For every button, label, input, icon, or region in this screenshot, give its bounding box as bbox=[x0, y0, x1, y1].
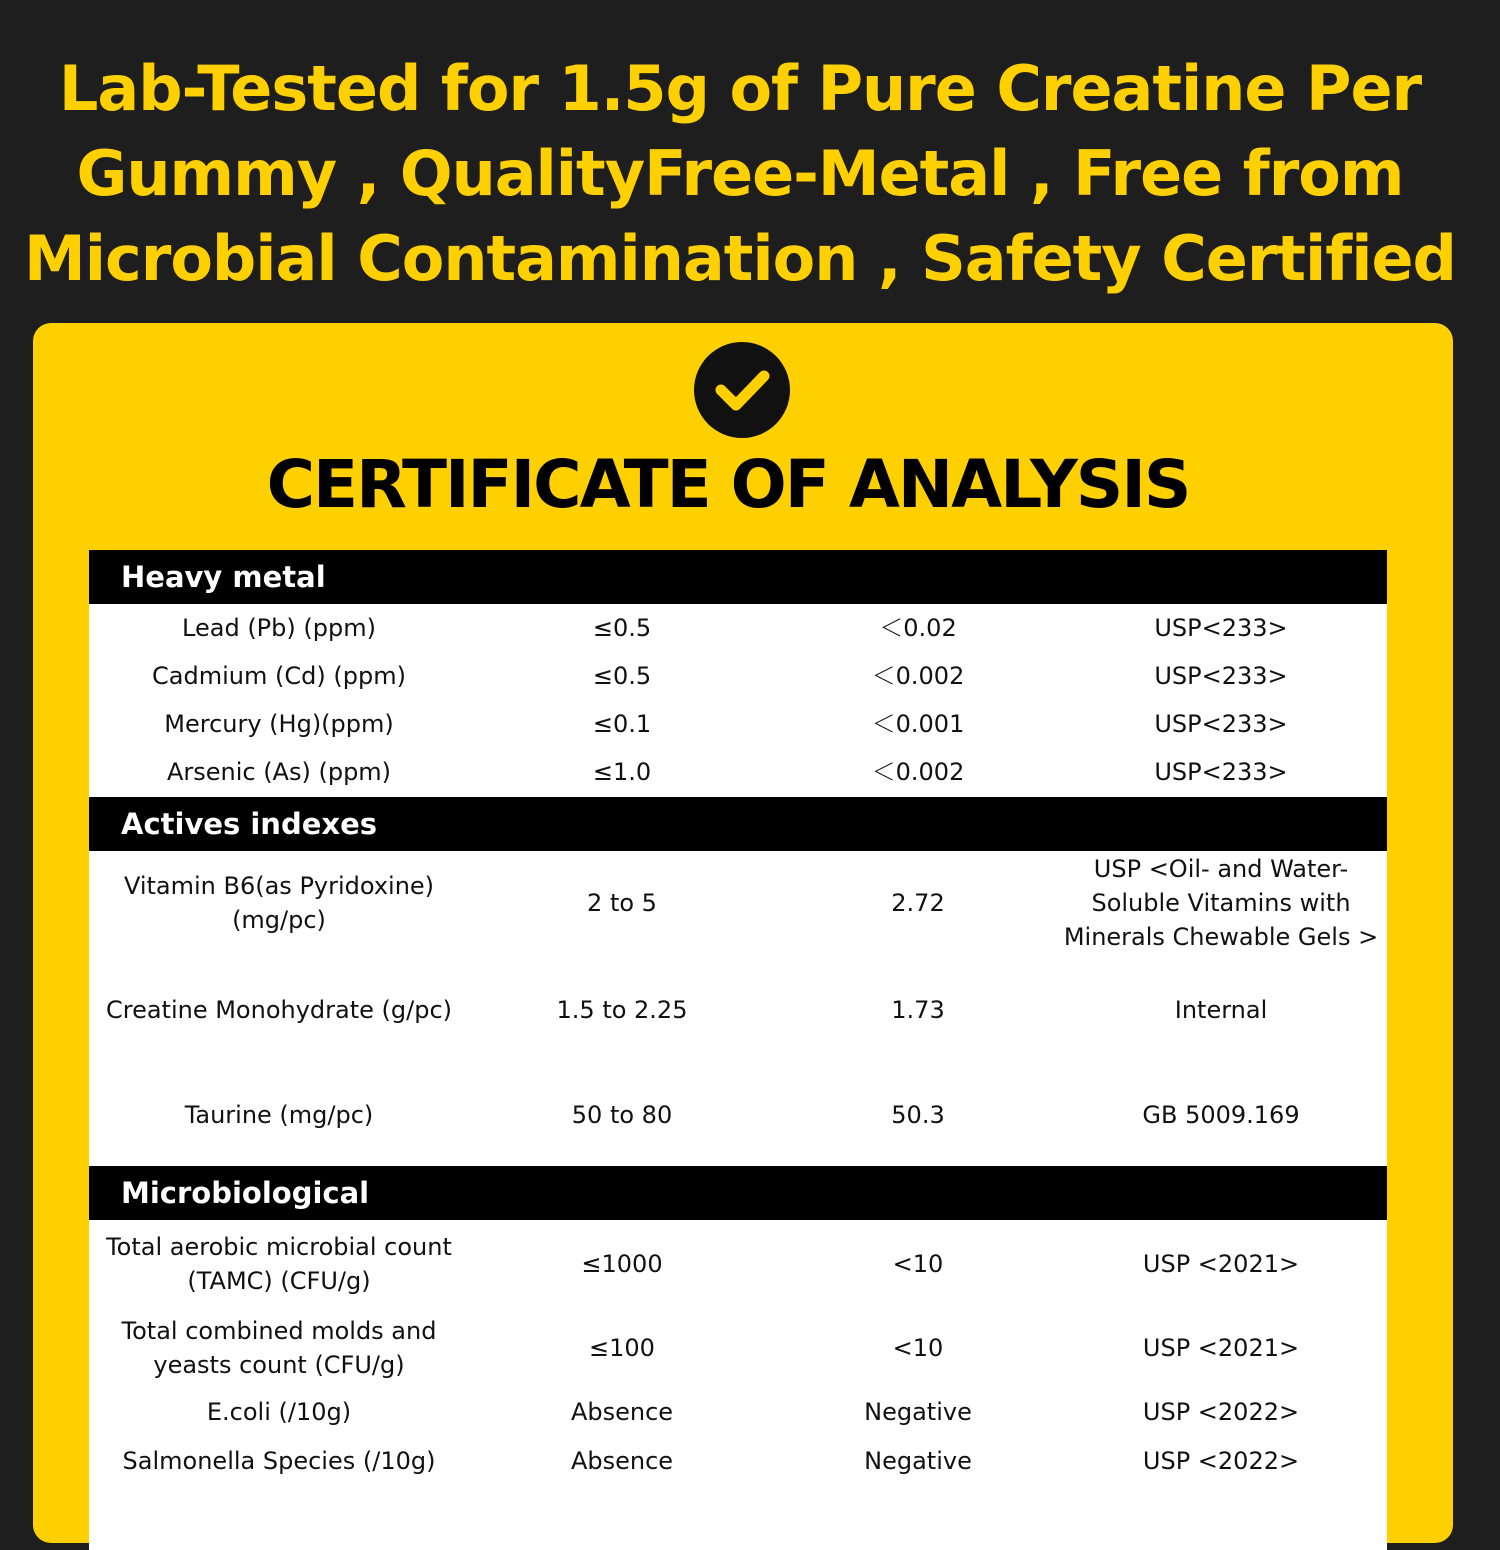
specification: 2 to 5 bbox=[587, 889, 657, 917]
section-title: Heavy metal bbox=[121, 560, 326, 594]
result: Negative bbox=[864, 1398, 972, 1426]
test-method: GB 5009.169 bbox=[1142, 1101, 1300, 1129]
certificate-panel bbox=[33, 323, 1453, 1543]
test-item: Creatine Monohydrate (g/pc) bbox=[105, 996, 453, 1024]
specification: ≤1000 bbox=[581, 1250, 663, 1278]
table-row bbox=[89, 1065, 1387, 1165]
test-item: Cadmium (Cd) (ppm) bbox=[152, 662, 406, 690]
table-row bbox=[89, 1306, 1387, 1390]
checkmark-icon bbox=[694, 342, 790, 438]
test-item: Lead (Pb) (ppm) bbox=[182, 614, 376, 642]
table-row bbox=[89, 1436, 1387, 1486]
test-method: USP <2022> bbox=[1142, 1398, 1300, 1426]
result: 2.72 bbox=[891, 889, 945, 917]
table-row bbox=[89, 1222, 1387, 1306]
specification: ≤1.0 bbox=[592, 758, 652, 786]
section-header-microbiological bbox=[89, 1166, 1387, 1220]
section-title: Microbiological bbox=[121, 1176, 370, 1210]
result: ＜0.02 bbox=[879, 614, 957, 642]
result: <10 bbox=[892, 1334, 944, 1362]
table-row bbox=[89, 851, 1387, 955]
test-item: E.coli (/10g) bbox=[206, 1398, 352, 1426]
test-method: USP<233> bbox=[1154, 614, 1288, 642]
test-item: Salmonella Species (/10g) bbox=[122, 1447, 436, 1475]
result: ＜0.002 bbox=[871, 662, 965, 690]
specification: 50 to 80 bbox=[571, 1101, 673, 1129]
result: <10 bbox=[892, 1250, 944, 1278]
result: 50.3 bbox=[891, 1101, 945, 1129]
result: ＜0.001 bbox=[871, 710, 965, 738]
test-method: USP <2021> bbox=[1142, 1334, 1300, 1362]
result: Negative bbox=[864, 1447, 972, 1475]
specification: ≤100 bbox=[589, 1334, 655, 1362]
test-method: USP <Oil- and Water-Soluble Vitamins with Minerals Chewable Gels > bbox=[1063, 855, 1379, 951]
specification: 1.5 to 2.25 bbox=[556, 996, 688, 1024]
analysis-table bbox=[89, 550, 1387, 1550]
headline: Lab-Tested for 1.5g of Pure Creatine Per Gummy , QualityFree-Metal , Free from Microbial Contamination , Safety Certified bbox=[24, 52, 1456, 295]
test-item: Total aerobic microbial count (TAMC) (CFU/g) bbox=[106, 1233, 452, 1295]
specification: Absence bbox=[570, 1447, 674, 1475]
test-item: Mercury (Hg)(ppm) bbox=[164, 710, 394, 738]
test-item: Total combined molds and yeasts count (CFU/g) bbox=[121, 1317, 437, 1379]
test-method: Internal bbox=[1174, 996, 1268, 1024]
result: ＜0.002 bbox=[871, 758, 965, 786]
test-method: USP <2021> bbox=[1142, 1250, 1300, 1278]
test-item: Vitamin B6(as Pyridoxine) (mg/pc) bbox=[123, 872, 435, 934]
section-header-heavy-metal bbox=[89, 550, 1387, 604]
test-method: USP <2022> bbox=[1142, 1447, 1300, 1475]
table-row bbox=[89, 960, 1387, 1060]
test-item: Arsenic (As) (ppm) bbox=[166, 758, 392, 786]
test-method: USP<233> bbox=[1154, 758, 1288, 786]
specification: ≤0.1 bbox=[592, 710, 652, 738]
certificate-title: CERTIFICATE OF ANALYSIS bbox=[266, 446, 1190, 523]
table-row bbox=[89, 604, 1387, 652]
result: 1.73 bbox=[891, 996, 945, 1024]
table-row bbox=[89, 1390, 1387, 1434]
specification: Absence bbox=[570, 1398, 674, 1426]
test-item: Taurine (mg/pc) bbox=[184, 1101, 374, 1129]
specification: ≤0.5 bbox=[592, 662, 652, 690]
table-row bbox=[89, 700, 1387, 748]
table-row bbox=[89, 652, 1387, 700]
test-method: USP<233> bbox=[1154, 662, 1288, 690]
section-header-actives-indexes bbox=[89, 797, 1387, 851]
specification: ≤0.5 bbox=[592, 614, 652, 642]
table-row bbox=[89, 748, 1387, 796]
test-method: USP<233> bbox=[1154, 710, 1288, 738]
section-title: Actives indexes bbox=[121, 807, 378, 841]
